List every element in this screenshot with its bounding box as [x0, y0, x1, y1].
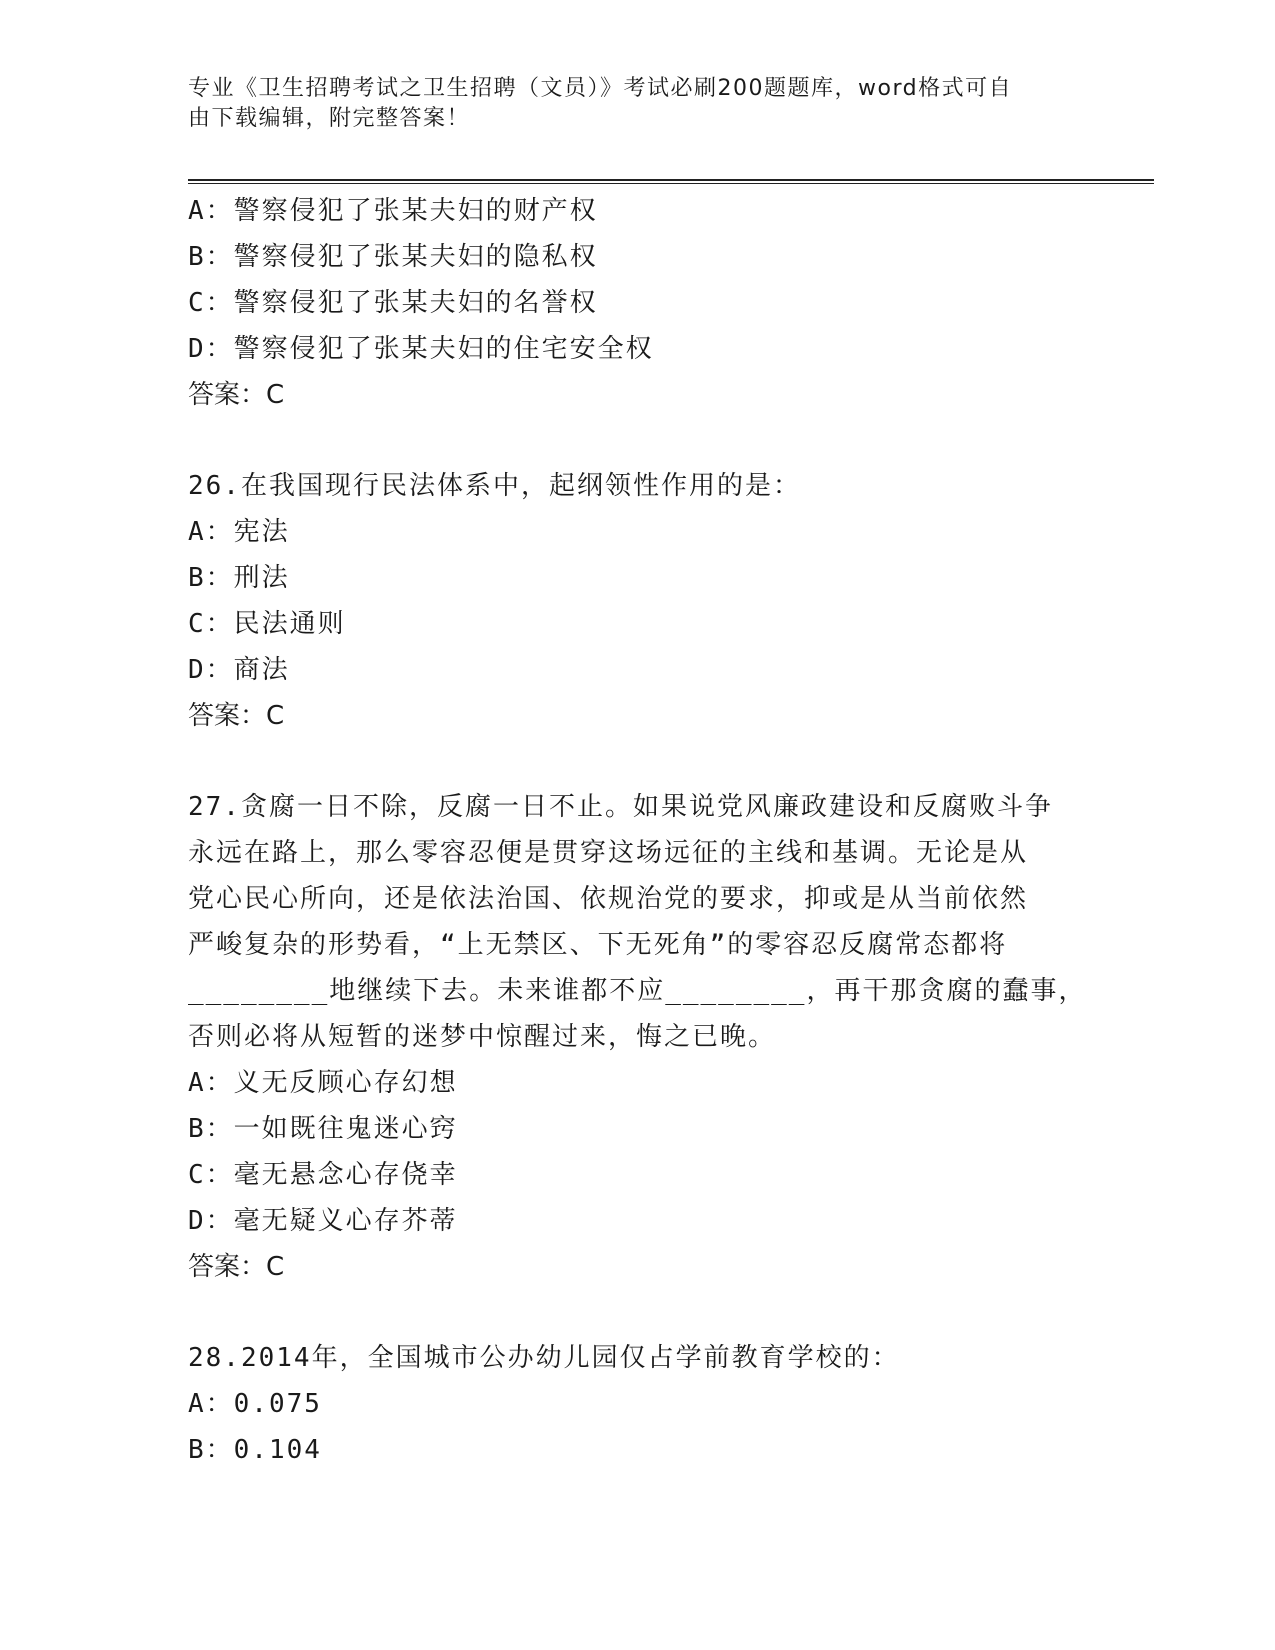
question-stem-line: 27.贪腐一日不除，反腐一日不止。如果说党风廉政建设和反腐败斗争	[188, 792, 1053, 822]
spacer	[188, 1290, 1128, 1335]
header-divider-thin	[188, 183, 1154, 184]
question-25	[188, 188, 1128, 418]
question-stem-line: 严峻复杂的形势看，“上无禁区、下无死角”的零容忍反腐常态都将	[188, 930, 1008, 960]
document-header	[188, 74, 1088, 134]
question-stem: 28.2014年，全国城市公办幼儿园仅占学前教育学校的：	[188, 1343, 900, 1373]
option-d: D：警察侵犯了张某夫妇的住宅安全权	[188, 334, 654, 364]
question-stem: 26.在我国现行民法体系中，起纲领性作用的是：	[188, 471, 801, 501]
header-line-2: 由下载编辑，附完整答案！	[188, 106, 471, 131]
answer: 答案：C	[188, 701, 285, 731]
question-stem-line: 党心民心所向，还是依法治国、依规治党的要求，抑或是从当前依然	[188, 884, 1029, 914]
answer: 答案：C	[188, 1252, 285, 1282]
option-b: B：刑法	[188, 563, 290, 593]
option-a: A：义无反顾心存幻想	[188, 1068, 458, 1098]
question-27	[188, 784, 1128, 1290]
question-28	[188, 1335, 1128, 1473]
option-b: B：警察侵犯了张某夫妇的隐私权	[188, 242, 598, 272]
option-c: C：警察侵犯了张某夫妇的名誉权	[188, 288, 598, 318]
option-d: D：商法	[188, 655, 290, 685]
option-b: B：0.104	[188, 1435, 322, 1465]
question-stem-line: 否则必将从短暂的迷梦中惊醒过来，悔之已晚。	[188, 1022, 777, 1052]
question-stem-line: ________地继续下去。未来谁都不应________，再干那贪腐的蠢事，	[188, 976, 1087, 1006]
option-a: A：警察侵犯了张某夫妇的财产权	[188, 196, 598, 226]
spacer	[188, 739, 1128, 784]
option-c: C：民法通则	[188, 609, 346, 639]
option-d: D：毫无疑义心存芥蒂	[188, 1206, 458, 1236]
header-line-1: 专业《卫生招聘考试之卫生招聘（文员）》考试必刷200题题库，word格式可自	[188, 76, 1013, 101]
option-a: A：0.075	[188, 1389, 322, 1419]
question-26	[188, 463, 1128, 739]
spacer	[188, 418, 1128, 463]
header-divider-thick	[188, 179, 1154, 181]
answer: 答案：C	[188, 380, 285, 410]
option-b: B：一如既往鬼迷心窍	[188, 1114, 458, 1144]
option-c: C：毫无悬念心存侥幸	[188, 1160, 458, 1190]
question-stem-line: 永远在路上，那么零容忍便是贯穿这场远征的主线和基调。无论是从	[188, 838, 1029, 868]
question-content	[188, 188, 1128, 1473]
option-a: A：宪法	[188, 517, 290, 547]
